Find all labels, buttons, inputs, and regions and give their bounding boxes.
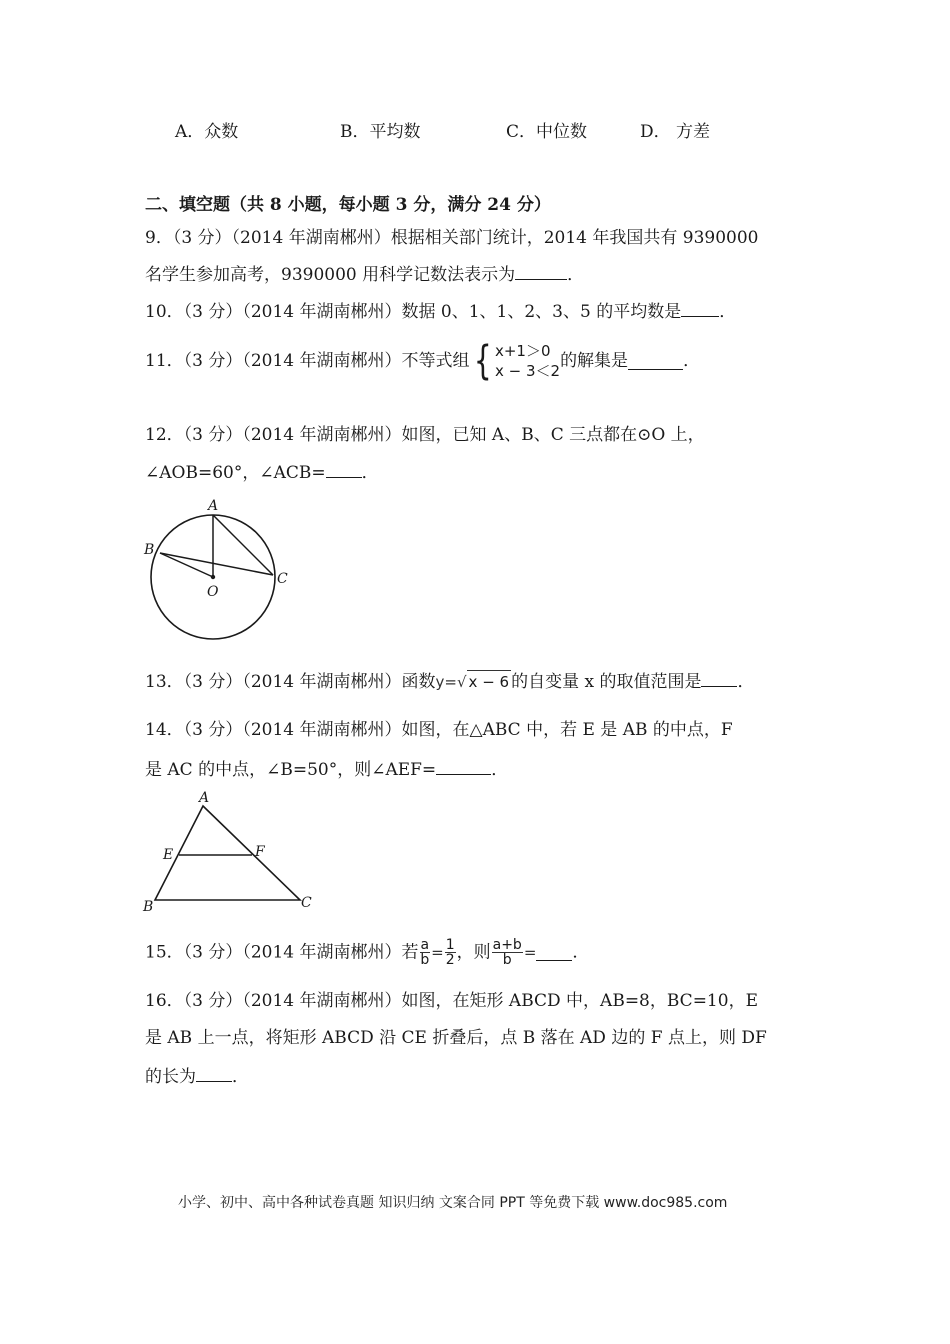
segment-ac [213, 515, 273, 575]
q9-line1: 9．（3 分）（2014 年湖南郴州）根据相关部门统计，2014 年我国共有 9390000 [145, 228, 759, 248]
q11-inequality-system [495, 341, 560, 381]
fraction-a-over-b [420, 938, 431, 967]
segment-ob [160, 553, 213, 577]
frac-den: b [502, 952, 512, 968]
frac-num: a+b [492, 937, 522, 953]
q13-end: ． [737, 672, 755, 692]
label-o: O [207, 584, 219, 600]
q14-line2 [145, 758, 508, 781]
q11-end: ． [683, 351, 701, 371]
q15-equals-2: = [523, 943, 537, 962]
q12-line1: 12．（3 分）（2014 年湖南郴州）如图，已知 A、B、C 三点都在⊙O 上， [145, 425, 705, 445]
q15-text: 15．（3 分）（2014 年湖南郴州）若 [145, 942, 419, 963]
q14-text: 是 AC 的中点，∠B=50°，则∠AEF= [145, 760, 437, 780]
section-title: 二、填空题（共 8 小题，每小题 3 分，满分 24 分） [145, 195, 551, 215]
q11-text-2: 的解集是 [560, 351, 629, 371]
q11-inequality-1: x+1＞0 [494, 342, 551, 360]
option-d: D． 方差 [640, 122, 711, 142]
q11-line [145, 338, 701, 384]
sqrt-icon: √ [456, 673, 467, 691]
label-b: B [143, 899, 154, 915]
q15-end: ． [572, 942, 590, 963]
figure-triangle-14 [135, 788, 325, 918]
center-point [211, 575, 215, 579]
frac-den: b [420, 952, 430, 968]
page-footer: 小学、初中、高中各种试卷真题 知识归纳 文案合同 PPT 等免费下载 www.doc985.com [178, 1195, 728, 1211]
q10-text: 10．（3 分）（2014 年湖南郴州）数据 0、1、1、2、3、5 的平均数是 [145, 302, 682, 322]
q14-line1: 14．（3 分）（2014 年湖南郴州）如图，在△ABC 中，若 E 是 AB 的中点，F [145, 720, 733, 740]
fraction-a-plus-b-over-b [492, 938, 523, 967]
q16-text: 的长为 [145, 1067, 196, 1087]
q12-end: ． [361, 463, 379, 483]
option-b: B．平均数 [340, 122, 421, 142]
q16-answer-blank[interactable] [196, 1065, 232, 1082]
q16-line1: 16．（3 分）（2014 年湖南郴州）如图，在矩形 ABCD 中，AB=8，BC=10，E [145, 991, 758, 1011]
fraction-one-half [445, 938, 456, 967]
q14-answer-blank[interactable] [436, 758, 491, 775]
q11-inequality-2: x − 3＜2 [494, 362, 561, 380]
q15-equals: = [431, 943, 444, 962]
q15-answer-blank[interactable] [536, 944, 572, 961]
q10-end: ． [719, 302, 737, 322]
q16-end: ． [232, 1067, 249, 1087]
q10-answer-blank[interactable] [681, 300, 719, 317]
q13-text-2: 的自变量 x 的取值范围是 [511, 672, 702, 692]
triangle-abc [155, 806, 300, 900]
q10-line [145, 300, 736, 323]
q15-text-2: ，则 [456, 942, 491, 963]
q9-answer-blank[interactable] [515, 263, 567, 280]
option-c: C．中位数 [506, 122, 588, 142]
q12-text: ∠AOB=60°，∠ACB= [145, 463, 326, 483]
q9-end: ． [567, 265, 585, 285]
q16-line2: 是 AB 上一点，将矩形 ABCD 沿 CE 折叠后，点 B 落在 AD 边的 F 点上，则 DF [145, 1028, 767, 1048]
label-f: F [255, 844, 265, 860]
label-a: A [199, 790, 210, 806]
q12-answer-blank[interactable] [326, 461, 362, 478]
q13-line [145, 670, 754, 693]
q9-text: 名学生参加高考，9390000 用科学记数法表示为 [145, 265, 516, 285]
label-e: E [163, 847, 174, 863]
frac-num: 1 [445, 937, 455, 953]
segment-bc [160, 553, 273, 575]
q13-text: 13．（3 分）（2014 年湖南郴州）函数 [145, 672, 436, 692]
q13-answer-blank[interactable] [701, 670, 737, 687]
q12-line2 [145, 461, 379, 484]
q11-answer-blank[interactable] [628, 353, 683, 370]
q9-line2 [145, 263, 584, 286]
label-b: B [144, 542, 155, 558]
q11-text: 11．（3 分）（2014 年湖南郴州）不等式组 [145, 351, 470, 371]
label-c: C [301, 895, 312, 911]
label-a: A [208, 498, 219, 514]
figure-circle-12 [135, 495, 305, 645]
frac-den: 2 [445, 952, 455, 968]
q14-end: ． [491, 760, 509, 780]
frac-num: a [420, 937, 430, 953]
label-c: C [277, 571, 288, 587]
q16-line3 [145, 1065, 249, 1088]
q15-line [145, 935, 589, 970]
q13-radicand: x − 6 [467, 670, 512, 693]
q11-brace: { [473, 338, 492, 384]
q13-function-y: y= [435, 673, 457, 691]
option-a: A．众数 [175, 122, 239, 142]
